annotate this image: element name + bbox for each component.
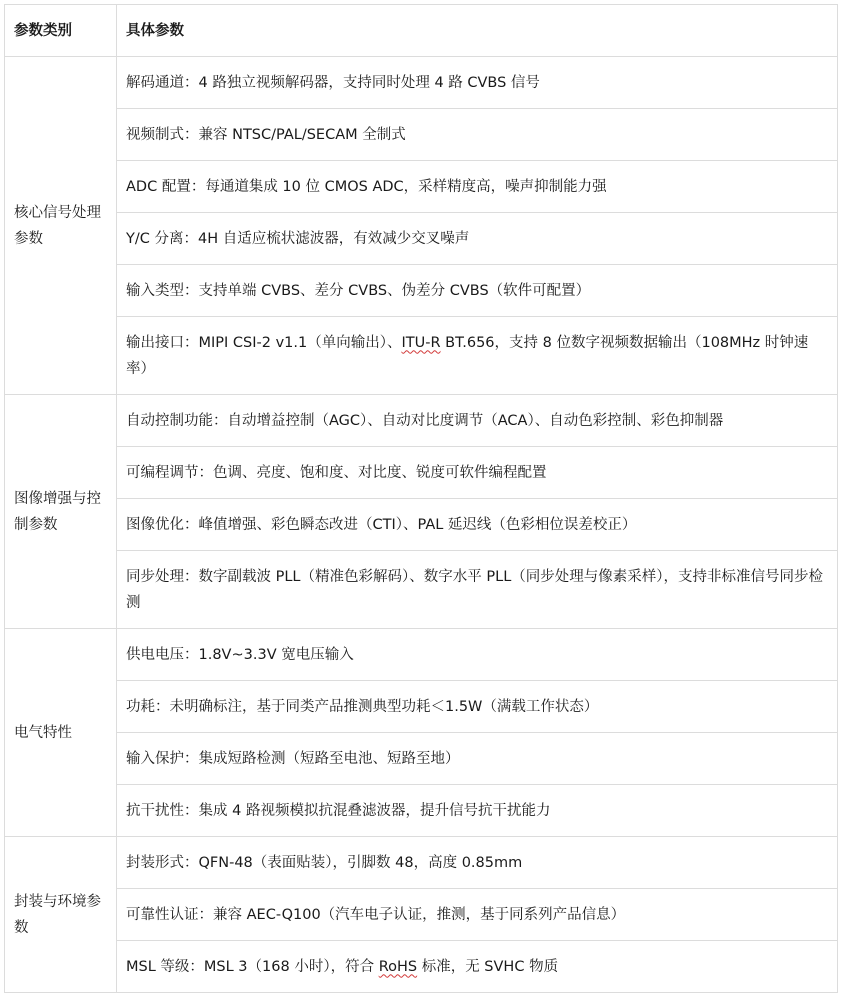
param-cell: 视频制式：兼容 NTSC/PAL/SECAM 全制式: [117, 109, 838, 161]
param-cell: 自动控制功能：自动增益控制（AGC）、自动对比度调节（ACA）、自动色彩控制、彩色抑制器: [117, 395, 838, 447]
table-row: [5, 213, 838, 265]
table-row: [5, 785, 838, 837]
table-row: [5, 265, 838, 317]
header-category: 参数类别: [5, 5, 117, 57]
header-parameters: 具体参数: [117, 5, 838, 57]
param-cell: 供电电压：1.8V~3.3V 宽电压输入: [117, 629, 838, 681]
table-row: [5, 447, 838, 499]
category-cell: 封装与环境参数: [5, 837, 117, 993]
category-cell: 核心信号处理参数: [5, 57, 117, 395]
param-cell: 可编程调节：色调、亮度、饱和度、对比度、锐度可软件编程配置: [117, 447, 838, 499]
category-cell: 电气特性: [5, 629, 117, 837]
table-row: [5, 837, 838, 889]
table-row: [5, 395, 838, 447]
table-row: [5, 499, 838, 551]
spec-table: [4, 4, 838, 993]
param-cell: ADC 配置：每通道集成 10 位 CMOS ADC，采样精度高，噪声抑制能力强: [117, 161, 838, 213]
table-row: [5, 941, 838, 993]
table-row: [5, 57, 838, 109]
param-cell: 输出接口：MIPI CSI-2 v1.1（单向输出）、ITU-R BT.656，支持 8 位数字视频数据输出（108MHz 时钟速率）: [117, 317, 838, 395]
spellcheck-mark: RoHS: [378, 958, 418, 975]
param-cell: 可靠性认证：兼容 AEC-Q100（汽车电子认证，推测，基于同系列产品信息）: [117, 889, 838, 941]
param-cell: MSL 等级：MSL 3（168 小时），符合 RoHS 标准，无 SVHC 物质: [117, 941, 838, 993]
param-cell: 图像优化：峰值增强、彩色瞬态改进（CTI）、PAL 延迟线（色彩相位误差校正）: [117, 499, 838, 551]
table-row: [5, 889, 838, 941]
param-cell: 同步处理：数字副载波 PLL（精准色彩解码）、数字水平 PLL（同步处理与像素采样），支持非标准信号同步检测: [117, 551, 838, 629]
table-row: [5, 733, 838, 785]
table-row: [5, 629, 838, 681]
category-cell: 图像增强与控制参数: [5, 395, 117, 629]
param-cell: Y/C 分离：4H 自适应梳状滤波器，有效减少交叉噪声: [117, 213, 838, 265]
table-header-row: [5, 5, 838, 57]
table-row: [5, 551, 838, 629]
param-cell: 解码通道：4 路独立视频解码器，支持同时处理 4 路 CVBS 信号: [117, 57, 838, 109]
param-cell: 输入类型：支持单端 CVBS、差分 CVBS、伪差分 CVBS（软件可配置）: [117, 265, 838, 317]
spellcheck-mark: ITU-R: [401, 334, 441, 351]
table-row: [5, 681, 838, 733]
param-cell: 功耗：未明确标注，基于同类产品推测典型功耗＜1.5W（满载工作状态）: [117, 681, 838, 733]
table-row: [5, 109, 838, 161]
param-cell: 输入保护：集成短路检测（短路至电池、短路至地）: [117, 733, 838, 785]
table-row: [5, 317, 838, 395]
param-cell: 抗干扰性：集成 4 路视频模拟抗混叠滤波器，提升信号抗干扰能力: [117, 785, 838, 837]
table-row: [5, 161, 838, 213]
param-cell: 封装形式：QFN-48（表面贴装），引脚数 48，高度 0.85mm: [117, 837, 838, 889]
